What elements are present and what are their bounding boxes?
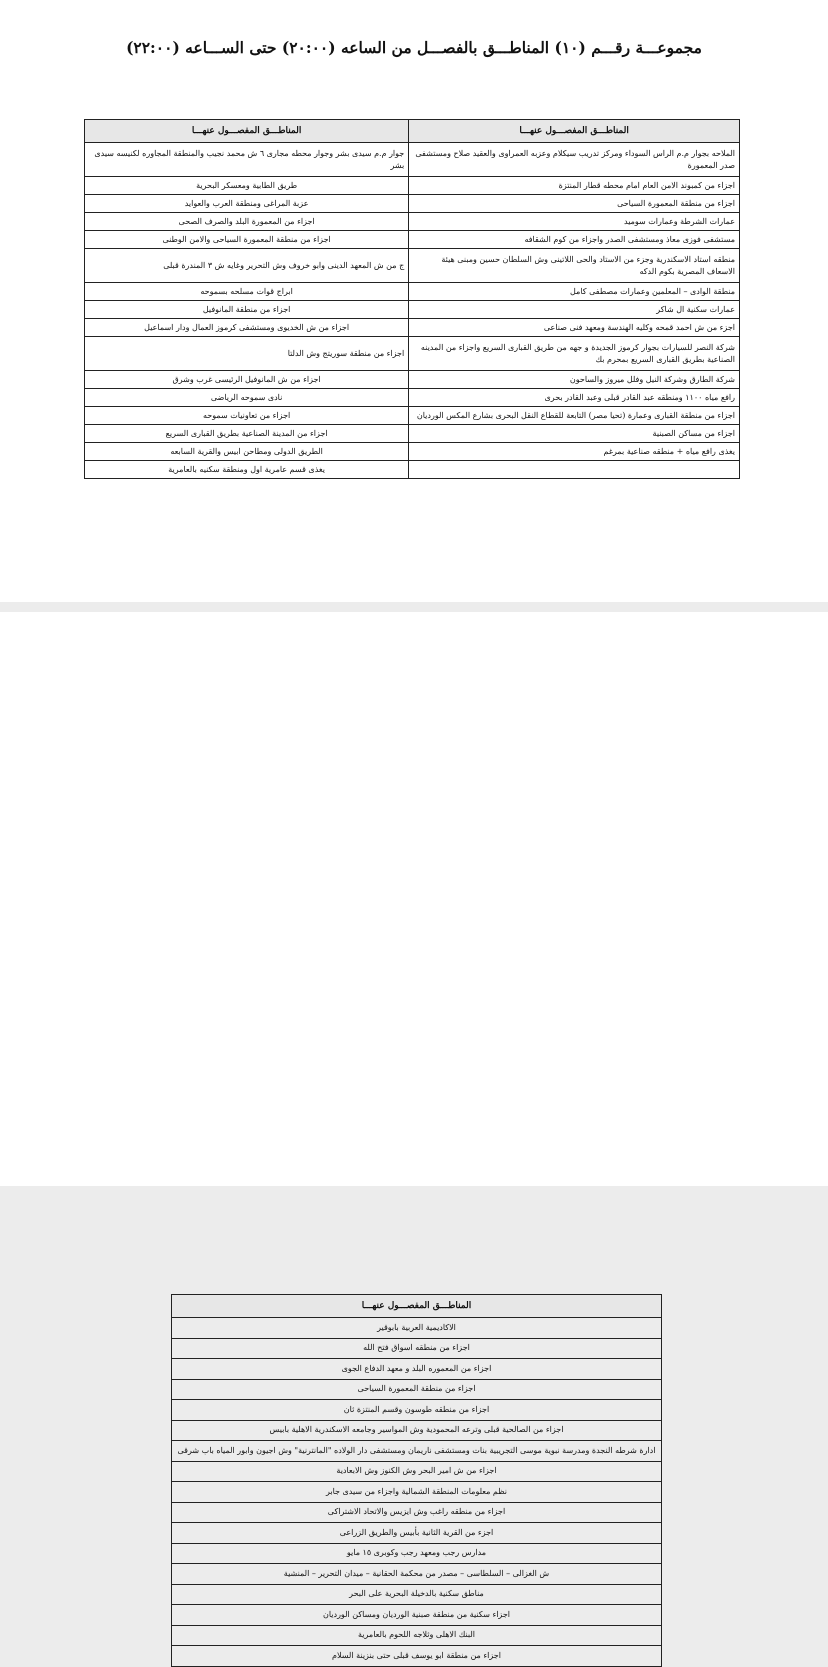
cell-area-a: شركة النصر للسيارات بجوار كرموز الجديدة و جهه من طريق القبارى السريع واجزاء من المدينه الصناعية بطريق القبارى السريع بمحرم بك xyxy=(409,337,740,371)
table-row xyxy=(172,1543,662,1564)
cell-area-b: اجزاء من ش المانوفيل الرئيسى غرب وشرق xyxy=(85,371,409,389)
cell-area-b: نادى سموحه الرياضى xyxy=(85,389,409,407)
table-row xyxy=(85,249,740,283)
cell-area xyxy=(172,1441,662,1462)
cell-area: الاكاديمية العربية بابوقير xyxy=(172,1318,662,1339)
cell-area-a xyxy=(409,461,740,479)
areas-table-1 xyxy=(84,119,740,479)
cell-area: نظم معلومات المنطقة الشمالية واجزاء من سيدى جابر xyxy=(172,1482,662,1503)
cell-area: اجزاء من منطقه طوسون وقسم المنتزة ثان xyxy=(172,1400,662,1421)
cell-area-b: عزبة المراغى ومنطقة العرب والعوايد xyxy=(85,195,409,213)
cell-area-a: منطقه استاد الاسكندرية وجزء من الاستاد والحى اللاتينى وش السلطان حسين ومبنى هيئة الاسعاف المصرية بكوم الدكه xyxy=(409,249,740,283)
cell-area: مناطق سكنية بالدخيلة البحرية على البحر xyxy=(172,1584,662,1605)
cell-area-a: الملاحه بجوار م.م الراس السوداء ومركز تدريب سيكلام وعزبه العمراوى والعقيد صلاح ومستشفى صدر المعمورة xyxy=(409,143,740,177)
table-row xyxy=(172,1318,662,1339)
cell-area-a: عمارات الشرطة وعمارات سوميد xyxy=(409,213,740,231)
cell-area: ش الغزالى – السلطاسى – مصدر من محكمة الحقانية – ميدان التحرير – المنشية xyxy=(172,1564,662,1585)
cell-area: مدارس رجب ومعهد رجب وكوبرى ١٥ مايو xyxy=(172,1543,662,1564)
table-row xyxy=(85,461,740,479)
table-header-row xyxy=(85,120,740,143)
cell-area-text: ادارة شرطه النجدة ومدرسة نبوية موسى التجريبية بنات ومستشفى ناريمان ومستشفى دار الولاده "المانترنية" وش اجيون وابور المياه باب شرقى xyxy=(177,1445,656,1455)
cell-area-a: شركة الطارق وشركة النيل وفلل ميروز والساحون xyxy=(409,371,740,389)
table-row xyxy=(172,1646,662,1667)
table-row xyxy=(172,1564,662,1585)
page-title: مجموعـــة رقـــم (١٠) المناطـــق بالفصـــل من الساعه (٢٠:٠٠) حتى الســـاعه (٢٢:٠٠) xyxy=(126,38,702,57)
table-row xyxy=(172,1584,662,1605)
cell-area-a: منطقة الوادى – المعلمين وعمارات مصطفى كامل xyxy=(409,283,740,301)
table-row xyxy=(85,231,740,249)
column-header-a: المناطـــق المفصـــول عنهـــا xyxy=(409,120,740,143)
cell-area-b: اجزاء من المعمورة البلد والصرف الصحى xyxy=(85,213,409,231)
cell-area-b: اجزاء من ش الخديوى ومستشفى كرموز العمال ودار اسماعيل xyxy=(85,319,409,337)
table-row xyxy=(85,177,740,195)
document-page-1 xyxy=(0,0,828,602)
cell-area-b: اجزاء من المدينة الصناعية بطريق القبارى السريع xyxy=(85,425,409,443)
table-row xyxy=(85,143,740,177)
cell-area: اجزاء سكنية من منطقة صبنية الورديان ومساكن الورديان xyxy=(172,1605,662,1626)
table-row xyxy=(172,1482,662,1503)
cell-area-a: رافع مياه ١١٠٠ ومنطقه عبد القادر قبلى وعبد القادر بحرى xyxy=(409,389,740,407)
cell-area-b: اجزاء من منطقة سوريتج وش الدلتا xyxy=(85,337,409,371)
table-row xyxy=(172,1400,662,1421)
column-header: المناطـــق المفصـــول عنهـــا xyxy=(172,1295,662,1318)
cell-area-a: اجزاء من مساكن الصبنية xyxy=(409,425,740,443)
cell-area-b: ابراج قوات مسلحه بسموحه xyxy=(85,283,409,301)
table-row xyxy=(85,371,740,389)
cell-area-b: جوار م.م سيدى بشر وجوار محطه مجارى ٦ ش محمد نجيب والمنطقة المجاوره لكنيسه سيدى بشر xyxy=(85,143,409,177)
cell-area-a: اجزاء من كمبوند الامن العام امام محطه قطار المنتزة xyxy=(409,177,740,195)
table-row xyxy=(85,283,740,301)
table-row xyxy=(172,1420,662,1441)
document-page-2 xyxy=(0,612,828,1660)
cell-area: البنك الاهلى وثلاجه اللحوم بالعامرية xyxy=(172,1625,662,1646)
cell-area: اجزء من القرية الثانية بأبيس والطريق الزراعى xyxy=(172,1523,662,1544)
table-row xyxy=(85,389,740,407)
table-row xyxy=(172,1625,662,1646)
cell-area-b: الطريق الدولى ومطاحن ابيس والقرية السابعه xyxy=(85,443,409,461)
cell-area-a: يغذى رافع مياه + منطقه صناعية بمرغم xyxy=(409,443,740,461)
cell-area-a: مستشفى فوزى معاذ ومستشفى الصدر واجزاء من كوم الشقافه xyxy=(409,231,740,249)
table-row xyxy=(172,1605,662,1626)
table-row xyxy=(85,337,740,371)
table-row xyxy=(172,1523,662,1544)
cell-area: اجزاء من المعموره البلد و معهد الدفاع الجوى xyxy=(172,1359,662,1380)
table-row xyxy=(172,1441,662,1462)
cell-area-b: اجزاء من تعاونيات سموحه xyxy=(85,407,409,425)
table-row xyxy=(172,1502,662,1523)
table-body xyxy=(172,1318,662,1667)
cell-area: اجزاء من منطقة ابو يوسف قبلى حتى بنزينة السلام xyxy=(172,1646,662,1667)
table-row xyxy=(172,1379,662,1400)
cell-area-a: عمارات سكنية ال شاكر xyxy=(409,301,740,319)
cell-area-b: اجزاء من منطقة المانوفيل xyxy=(85,301,409,319)
table-row xyxy=(85,301,740,319)
cell-area-a: اجزاء من منطقة المعمورة السياحى xyxy=(409,195,740,213)
cell-area-b: طريق الطابية ومعسكر البحرية xyxy=(85,177,409,195)
cell-area: اجزاء من منطقة المعمورة السياحى xyxy=(172,1379,662,1400)
cell-area: اجزاء من ش امير البحر وش الكنوز وش الابعادية xyxy=(172,1461,662,1482)
table-row xyxy=(85,195,740,213)
table-row xyxy=(85,407,740,425)
table-header-row xyxy=(172,1295,662,1318)
cell-area-b: ج من ش المعهد الدينى وابو خروف وش التحرير وغايه ش ٣ المندرة قبلى xyxy=(85,249,409,283)
areas-table-2 xyxy=(171,1294,662,1667)
cell-area-b: اجزاء من منطقة المعمورة السياحى والامن الوطنى xyxy=(85,231,409,249)
cell-area: اجزاء من منطقه اسواق فتح الله xyxy=(172,1338,662,1359)
cell-area-a: اجزاء من منطقة القبارى وعمارة (تحيا مصر) التابعة للقطاع النقل البحرى بشارع المكس الورديان xyxy=(409,407,740,425)
cell-area: اجزاء من منطقه راغب وش ايزيس والاتحاد الاشتراكى xyxy=(172,1502,662,1523)
table-row xyxy=(85,213,740,231)
cell-area-b: يغذى قسم عامرية اول ومنطقة سكنيه بالعامرية xyxy=(85,461,409,479)
table-row xyxy=(172,1359,662,1380)
column-header-b: المناطـــق المفصـــول عنهـــا xyxy=(85,120,409,143)
table-row xyxy=(172,1461,662,1482)
table-row xyxy=(85,425,740,443)
table-row xyxy=(85,319,740,337)
table-body xyxy=(85,143,740,479)
cell-area: اجزاء من الصالحية قبلى وترعه المحمودية وش المواسير وجامعه الاسكندرية الاهلية بابيس xyxy=(172,1420,662,1441)
cell-area-a: اجزء من ش احمد قمحه وكليه الهندسة ومعهد فنى صناعى xyxy=(409,319,740,337)
table-row xyxy=(85,443,740,461)
table-row xyxy=(172,1338,662,1359)
